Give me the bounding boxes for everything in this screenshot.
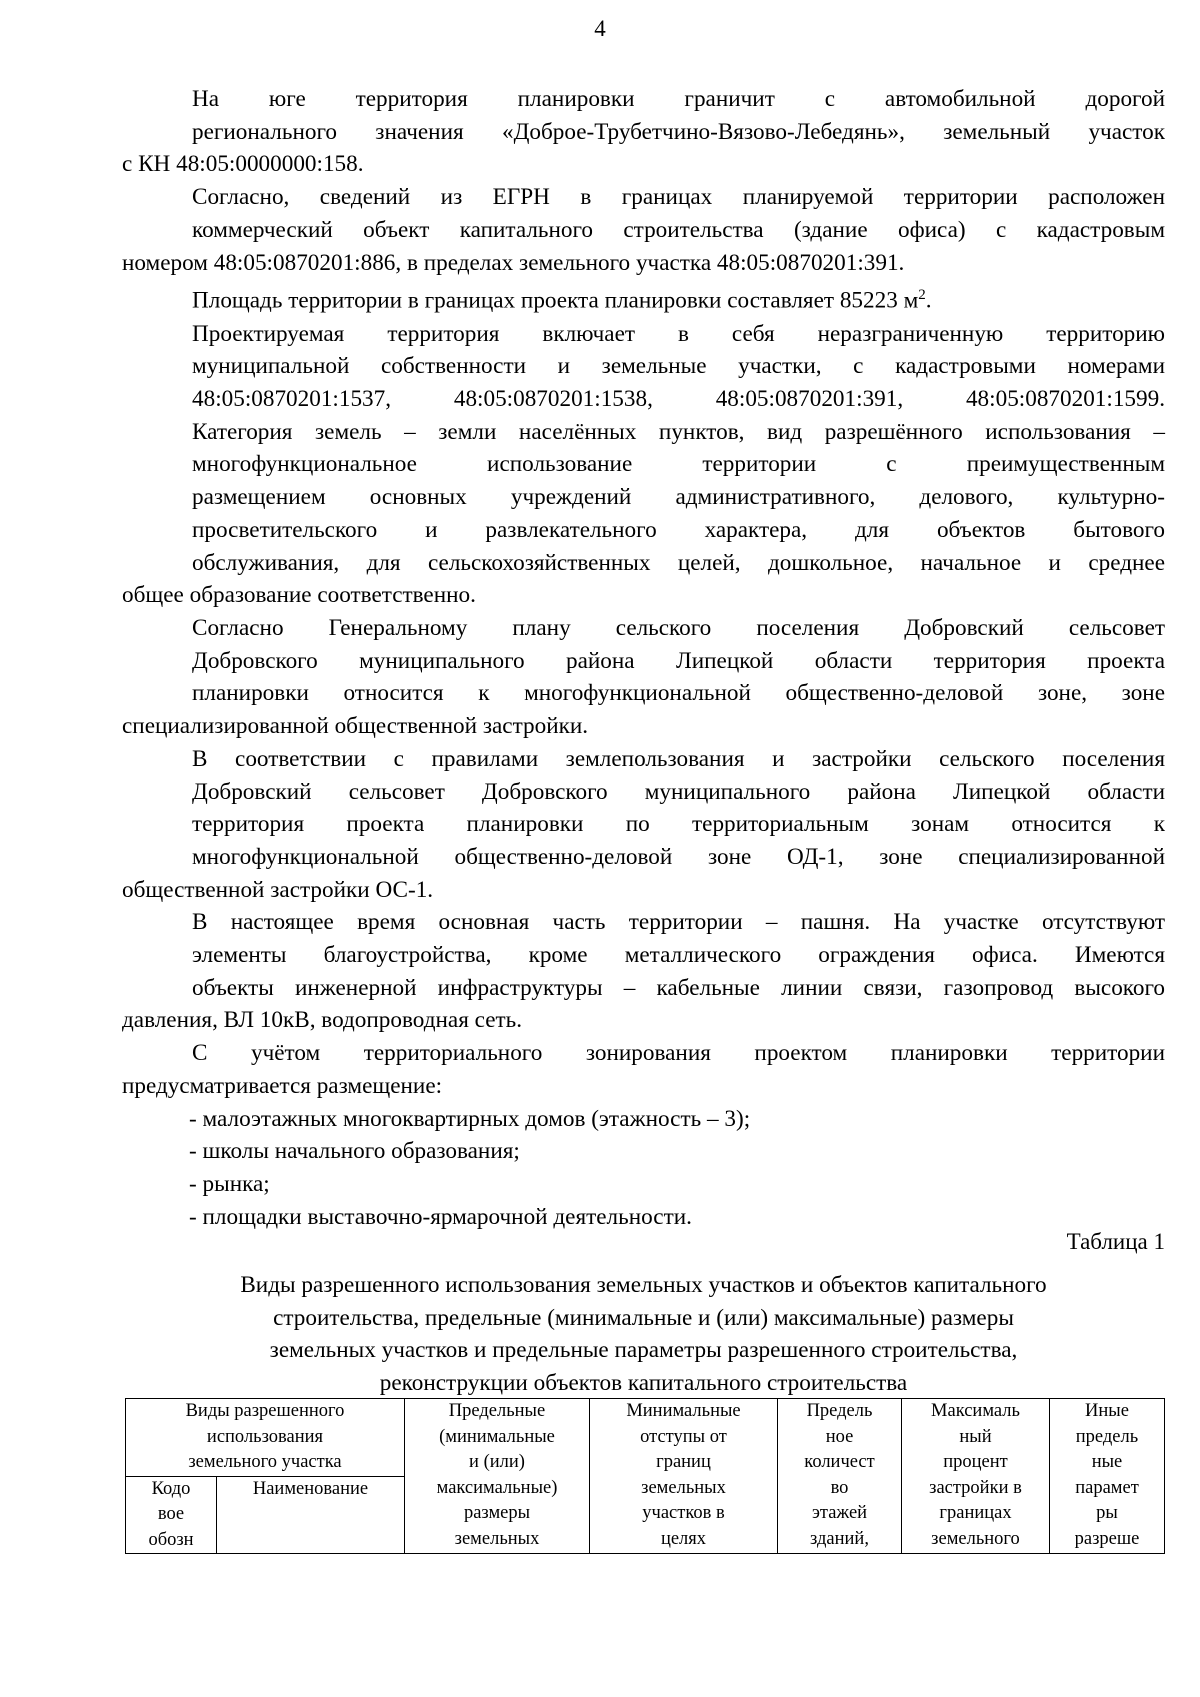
- text-line: регионального значения «Доброе-Трубетчино-Вязово-Лебедянь», земельный участок: [192, 118, 1165, 145]
- text-line: .: [925, 287, 932, 314]
- text-line: муниципальной собственности и земельные участки, с кадастровыми номерами: [192, 353, 1165, 380]
- permitted-use-table: [125, 1398, 1165, 1554]
- text-line: многофункциональное использование территории с преимущественным: [192, 451, 1165, 478]
- text-line: Согласно Генеральному плану сельского поселения Добровский сельсовет: [192, 614, 1165, 641]
- cell-line: вое: [157, 1504, 185, 1524]
- paragraph: [122, 318, 1165, 612]
- cell-line: границ: [656, 1452, 711, 1472]
- cell-line: земельного: [931, 1528, 1020, 1549]
- text-line: Добровского муниципального района Липецкой области территория проекта: [192, 647, 1165, 674]
- text-line: коммерческий объект капитального строительства (здание офиса) с кадастровым: [192, 216, 1165, 243]
- table-header-cell: [590, 1399, 778, 1554]
- cell-line: размеры: [463, 1503, 531, 1523]
- text-line: В настоящее время основная часть территории – пашня. На участке отсутствуют: [192, 909, 1165, 936]
- text-line: планировки относится к многофункциональной общественно-деловой зоне, зоне: [192, 680, 1165, 707]
- table-header-cell: [902, 1399, 1050, 1554]
- paragraph: [122, 1037, 1165, 1102]
- text-line: С учётом территориального зонирования проектом планировки территории: [192, 1040, 1165, 1067]
- table-caption: Таблица 1: [1066, 1229, 1165, 1254]
- text-line: размещением основных учреждений административного, делового, культурно-: [192, 484, 1165, 511]
- cell-line: ный: [959, 1426, 992, 1447]
- paragraph: [122, 83, 1165, 181]
- cell-line: (минимальные: [439, 1426, 555, 1447]
- list-item: - площадки выставочно-ярмарочной деятельности.: [189, 1203, 692, 1230]
- table-header-cell: [217, 1476, 405, 1554]
- cell-line: отступы от: [640, 1426, 727, 1447]
- text-line: многофункциональной общественно-деловой зоне ОД-1, зоне специализированной: [192, 843, 1165, 870]
- cell-line: границах: [939, 1503, 1012, 1523]
- table-title-line: строительства, предельные (минимальные и (или) максимальные) размеры: [273, 1304, 1014, 1331]
- cell-line: ры: [1096, 1503, 1118, 1523]
- text-line: обслуживания, для сельскохозяйственных целей, дошкольное, начальное и среднее: [192, 549, 1165, 576]
- cell-line: разреше: [1074, 1528, 1140, 1549]
- cell-line: Наименование: [252, 1478, 369, 1499]
- cell-line: целях: [660, 1528, 707, 1549]
- cell-line: обозн: [148, 1529, 194, 1550]
- cell-line: этажей: [811, 1503, 868, 1523]
- text-line: территория проекта планировки по территориальным зонам относится к: [192, 811, 1165, 838]
- text-line: Добровский сельсовет Добровского муниципального района Липецкой области: [192, 778, 1165, 805]
- paragraph: [122, 612, 1165, 743]
- list-item: - малоэтажных многоквартирных домов (этажность – 3);: [189, 1105, 751, 1132]
- cell-line: земельных: [641, 1477, 726, 1498]
- cell-line: земельных: [454, 1528, 540, 1549]
- cell-line: земельного участка: [188, 1452, 342, 1472]
- text-line: давления, ВЛ 10кВ, водопроводная сеть.: [122, 1007, 523, 1034]
- text-line: Площадь территории в границах проекта планировки составляет 85223 м: [192, 287, 919, 314]
- text-line: специализированной общественной застройки.: [122, 713, 589, 740]
- text-line: На юге территория планировки граничит с автомобильной дорогой: [192, 86, 1165, 112]
- cell-line: Кодо: [151, 1478, 191, 1499]
- paragraph: [122, 181, 1165, 279]
- cell-line: участков в: [642, 1503, 725, 1523]
- paragraph: [122, 906, 1165, 1037]
- cell-line: Максималь: [931, 1401, 1020, 1421]
- paragraph: [122, 279, 1165, 317]
- cell-line: зданий,: [810, 1528, 869, 1549]
- table-header-cell: [405, 1399, 590, 1554]
- cell-line: предель: [1075, 1426, 1139, 1447]
- cell-line: использования: [206, 1426, 324, 1447]
- text-line: В соответствии с правилами землепользования и застройки сельского поселения: [192, 745, 1165, 772]
- text-line: с КН 48:05:0000000:158.: [122, 151, 364, 178]
- cell-line: парамет: [1075, 1477, 1139, 1498]
- cell-line: Предель: [806, 1401, 873, 1421]
- text-line: общественной застройки ОС-1.: [122, 876, 434, 903]
- table-title: [122, 1269, 1165, 1400]
- table-header-cell: [1050, 1399, 1165, 1554]
- cell-line: количест: [804, 1452, 875, 1472]
- cell-line: Предельные: [448, 1401, 546, 1421]
- text-line: элементы благоустройства, кроме металлического ограждения офиса. Имеются: [192, 942, 1165, 969]
- cell-line: Минимальные: [626, 1401, 741, 1421]
- cell-line: ное: [825, 1426, 854, 1447]
- table-title-line: земельных участков и предельные параметры разрешенного строительства,: [269, 1337, 1018, 1364]
- table-title-line: реконструкции объектов капитального строительства: [379, 1370, 908, 1397]
- text-line: общее образование соответственно.: [122, 582, 476, 609]
- list-item: - рынка;: [189, 1170, 270, 1197]
- table-header-cell: [126, 1476, 217, 1554]
- cell-line: Виды разрешенного: [185, 1401, 345, 1421]
- cell-line: во: [830, 1477, 849, 1498]
- text-line: предусматривается размещение:: [122, 1072, 443, 1099]
- text-line: Категория земель – земли населённых пунктов, вид разрешённого использования –: [192, 418, 1165, 445]
- paragraph: [122, 743, 1165, 907]
- table-group-header: [126, 1399, 405, 1477]
- table-header-cell: [778, 1399, 902, 1554]
- cell-line: Иные: [1085, 1401, 1129, 1421]
- document-body: [122, 83, 1165, 1233]
- superscript: 2: [918, 287, 926, 304]
- text-line: 48:05:0870201:1537, 48:05:0870201:1538, 48:05:0870201:391, 48:05:0870201:1599.: [192, 386, 1165, 413]
- text-line: просветительского и развлекательного характера, для объектов бытового: [192, 516, 1165, 543]
- table-title-line: Виды разрешенного использования земельных участков и объектов капитального: [240, 1272, 1047, 1298]
- cell-line: процент: [943, 1452, 1008, 1472]
- cell-line: ные: [1091, 1452, 1123, 1472]
- page-number: 4: [594, 16, 606, 41]
- cell-line: и (или): [469, 1452, 525, 1472]
- text-line: объекты инженерной инфраструктуры – кабельные линии связи, газопровод высокого: [192, 974, 1165, 1001]
- text-line: Согласно, сведений из ЕГРН в границах планируемой территории расположен: [192, 184, 1165, 211]
- text-line: Проектируемая территория включает в себя неразграниченную территорию: [192, 320, 1165, 347]
- list-item: - школы начального образования;: [189, 1138, 520, 1165]
- text-line: номером 48:05:0870201:886, в пределах земельного участка 48:05:0870201:391.: [122, 249, 905, 276]
- cell-line: застройки в: [929, 1477, 1022, 1498]
- cell-line: максимальные): [436, 1477, 558, 1498]
